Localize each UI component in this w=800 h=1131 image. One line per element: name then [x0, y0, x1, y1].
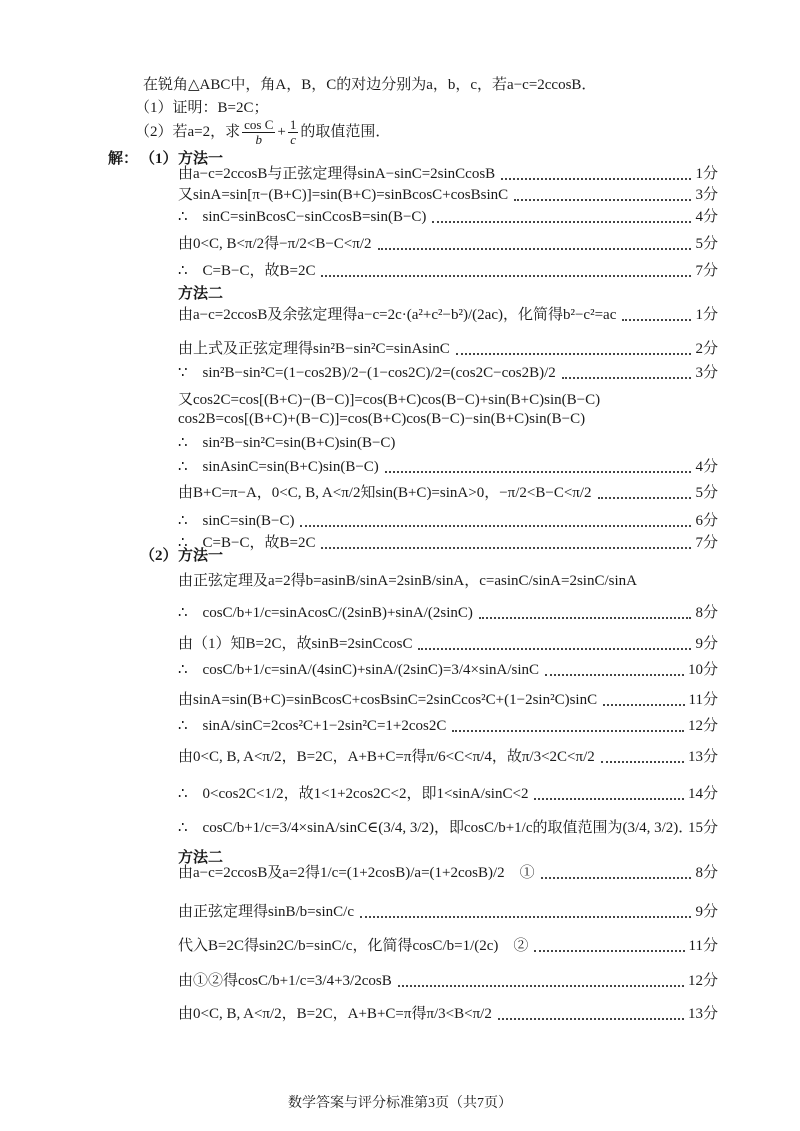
solution-line: 由0<C, B<π/2得−π/2<B−C<π/2	[178, 236, 372, 252]
solution-line: cos2B=cos[(B+C)+(B−C)]=cos(B+C)cos(B−C)−sin(B+C)sin(B−C)	[178, 411, 586, 427]
q2-suffix: 的取值范围．	[300, 124, 391, 141]
dot-leader	[385, 471, 691, 473]
dot-leader	[501, 178, 691, 180]
dot-leader	[601, 761, 684, 763]
part2-method2-label: 方法二	[178, 850, 224, 866]
dot-leader	[452, 730, 684, 732]
solution-line: 由①②得cosC/b+1/c=3/4+3/2cosB	[178, 973, 392, 989]
solution-line: ∴ sinC=sinBcosC−sinCcosB=sin(B−C)	[178, 209, 427, 225]
score-mark: 13分	[687, 1006, 718, 1022]
solution-line: 代入B=2C得sin2C/b=sinC/c，化简得cosC/b=1/(2c) ②	[178, 938, 529, 954]
dot-leader	[562, 377, 691, 379]
page-footer: 数学答案与评分标准第3页（共7页）	[288, 1096, 512, 1111]
score-mark: 11分	[688, 692, 718, 708]
q2-frac-1-c: $\frac{1}{c}$	[289, 117, 297, 148]
part1-label: （1）	[140, 151, 178, 167]
dot-leader	[534, 798, 684, 800]
part2-label: （2）	[140, 548, 178, 564]
score-mark: 14分	[687, 786, 718, 802]
score-mark: 15分	[687, 820, 718, 836]
problem-q2: （2）若a=2，求 $\frac{\text{cos C}}{b}$ + $\frac{1}{c}$ 的取值范围．	[135, 117, 391, 148]
solution-line: 由sinA=sin(B+C)=sinBcosC+cosBsinC=2sinCcos²C+(1−2sin²C)sinC	[178, 692, 598, 708]
dot-leader	[622, 319, 691, 321]
solution-line: 由a−c=2ccosB及余弦定理得a−c=2c·(a²+c²−b²)/(2ac)，化简得b²−c²=ac	[178, 307, 617, 323]
dot-leader	[534, 950, 685, 952]
solution-line: 由上式及正弦定理得sin²B−sin²C=sinAsinC	[178, 341, 450, 357]
score-mark: 10分	[687, 662, 718, 678]
score-mark: 5分	[695, 236, 718, 252]
score-mark: 12分	[687, 973, 718, 989]
solution-line: ∴ cosC/b+1/c=sinAcosC/(2sinB)+sinA/(2sinC)	[178, 605, 473, 621]
solution-line: 由0<C, B, A<π/2，B=2C，A+B+C=π得π/3<B<π/2	[178, 1006, 492, 1022]
score-mark: 12分	[687, 718, 718, 734]
score-mark: 6分	[695, 513, 718, 529]
solution-line: 又cos2C=cos[(B+C)−(B−C)]=cos(B+C)cos(B−C)+sin(B+C)sin(B−C)	[178, 392, 601, 408]
dot-leader	[321, 275, 691, 277]
dot-leader	[514, 199, 691, 201]
solution-line: ∴ cosC/b+1/c=sinA/(4sinC)+sinA/(2sinC)=3/4×sinA/sinC	[178, 662, 540, 678]
solution-line: ∴ sin²B−sin²C=sin(B+C)sin(B−C)	[178, 435, 396, 451]
problem-stem: 在锐角△ABC中，角A，B，C的对边分别为a，b，c，若a−c=2ccosB．	[143, 77, 597, 93]
solution-line: 由0<C, B, A<π/2，B=2C，A+B+C=π得π/6<C<π/4，故π/3<2C<π/2	[178, 749, 595, 765]
solution-line: ∴ C=B−C，故B=2C	[178, 263, 316, 279]
score-mark: 8分	[695, 865, 718, 881]
solution-line: ∴ C=B−C，故B=2C	[178, 535, 316, 551]
dot-leader	[598, 497, 691, 499]
dot-leader	[321, 547, 691, 549]
dot-leader	[456, 353, 691, 355]
dot-leader	[360, 916, 691, 918]
solution-label: 解：	[108, 151, 139, 167]
score-mark: 11分	[688, 938, 718, 954]
solution-line: 由B+C=π−A，0<C, B, A<π/2知sin(B+C)=sinA>0，−π/2<B−C<π/2	[178, 485, 592, 501]
solution-line: ∴ cosC/b+1/c=3/4×sinA/sinC∈(3/4, 3/2)，即cosC/b+1/c的取值范围为(3/4, 3/2)．	[178, 820, 694, 836]
q2-frac-cosC-b: $\frac{\text{cos C}}{b}$	[244, 117, 274, 148]
dot-leader	[479, 617, 691, 619]
dot-leader	[603, 704, 685, 706]
part2-method1-label: 方法一	[178, 548, 224, 564]
score-mark: 9分	[695, 636, 718, 652]
dot-leader	[498, 1018, 684, 1020]
score-mark: 8分	[695, 605, 718, 621]
solution-line: ∵ sin²B−sin²C=(1−cos2B)/2−(1−cos2C)/2=(cos2C−cos2B)/2	[178, 365, 556, 381]
score-mark: 5分	[695, 485, 718, 501]
dot-leader	[418, 648, 691, 650]
dot-leader	[432, 221, 691, 223]
solution-line: 由正弦定理及a=2得b=asinB/sinA=2sinB/sinA，c=asinC/sinA=2sinC/sinA	[178, 573, 637, 589]
score-mark: 13分	[687, 749, 718, 765]
dot-leader	[378, 248, 691, 250]
score-mark: 1分	[695, 166, 718, 182]
dot-leader	[545, 674, 684, 676]
score-mark: 7分	[695, 535, 718, 551]
dot-leader	[300, 525, 691, 527]
solution-line: 由a−c=2ccosB及a=2得1/c=(1+2cosB)/a=(1+2cosB)/2 ①	[178, 865, 535, 881]
score-mark: 2分	[695, 341, 718, 357]
solution-line: 由（1）知B=2C，故sinB=2sinCcosC	[178, 636, 413, 652]
solution-line: 由a−c=2ccosB与正弦定理得sinA−sinC=2sinCcosB	[178, 166, 496, 182]
score-mark: 3分	[695, 187, 718, 203]
dot-leader	[398, 985, 684, 987]
score-mark: 1分	[695, 307, 718, 323]
score-mark: 4分	[695, 209, 718, 225]
solution-line: 又sinA=sin[π−(B+C)]=sin(B+C)=sinBcosC+cosBsinC	[178, 187, 509, 203]
score-mark: 3分	[695, 365, 718, 381]
dot-leader	[541, 877, 691, 879]
q2-prefix: （2）若a=2，求	[135, 124, 241, 141]
problem-q1: （1）证明：B=2C；	[135, 100, 269, 116]
score-mark: 4分	[695, 459, 718, 475]
score-mark: 7分	[695, 263, 718, 279]
part1-method2-label: 方法二	[178, 286, 224, 302]
solution-line: ∴ sinC=sin(B−C)	[178, 513, 295, 529]
part1-method1-label: 方法一	[178, 151, 224, 167]
solution-line: ∴ sinA/sinC=2cos²C+1−2sin²C=1+2cos2C	[178, 718, 447, 734]
solution-line: ∴ 0<cos2C<1/2，故1<1+2cos2C<2，即1<sinA/sinC<2	[178, 786, 529, 802]
solution-line: ∴ sinAsinC=sin(B+C)sin(B−C)	[178, 459, 379, 475]
score-mark: 9分	[695, 904, 718, 920]
solution-line: 由正弦定理得sinB/b=sinC/c	[178, 904, 354, 920]
